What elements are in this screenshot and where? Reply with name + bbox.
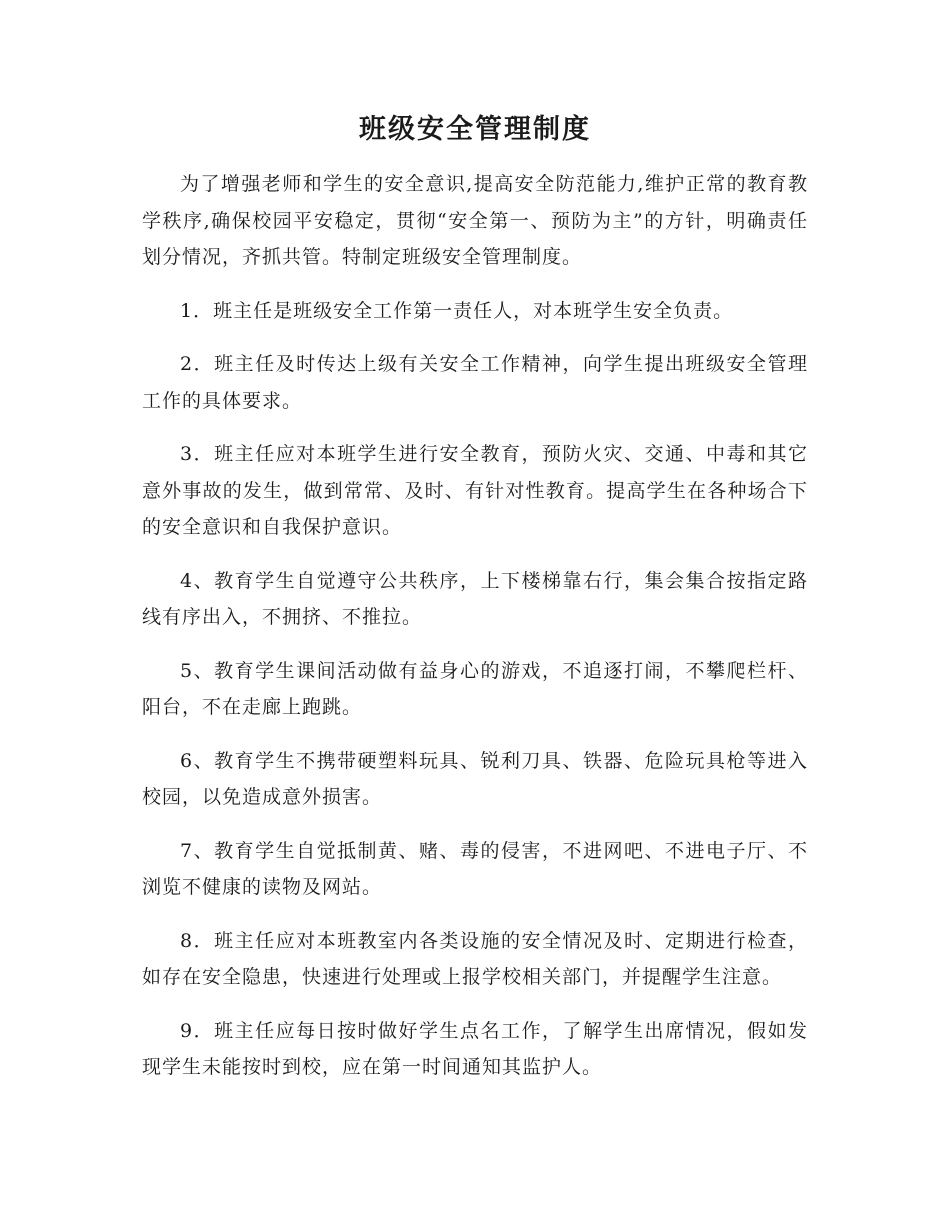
rule-paragraph-2: 2．班主任及时传达上级有关安全工作精神，向学生提出班级安全管理工作的具体要求。 [142,353,808,412]
rule-paragraph-7: 7、教育学生自觉抵制黄、赌、毒的侵害，不进网吧、不进电子厅、不浏览不健康的读物及网站。 [142,839,808,898]
document-body [142,166,808,1103]
document-title: 班级安全管理制度 [359,114,591,145]
rule-paragraph-1: 1．班主任是班级安全工作第一责任人，对本班学生安全负责。 [180,299,734,322]
rule-paragraph-3: 3．班主任应对本班学生进行安全教育，预防火灾、交通、中毒和其它意外事故的发生，做到常常、及时、有针对性教育。提高学生在各种场合下的安全意识和自我保护意识。 [142,443,808,538]
rule-paragraph-6: 6、教育学生不携带硬塑料玩具、锐利刀具、铁器、危险玩具枪等进入校园，以免造成意外损害。 [142,749,808,808]
rule-paragraph-5: 5、教育学生课间活动做有益身心的游戏，不追逐打闹，不攀爬栏杆、阳台，不在走廊上跑跳。 [142,659,808,718]
intro-paragraph: 为了增强老师和学生的安全意识,提高安全防范能力,维护正常的教育教学秩序,确保校园平安稳定，贯彻“安全第一、预防为主”的方针，明确责任划分情况，齐抓共管。特制定班级安全管理制度。 [142,173,808,268]
rule-paragraph-4: 4、教育学生自觉遵守公共秩序，上下楼梯靠右行，集会集合按指定路线有序出入，不拥挤、不推拉。 [142,569,808,628]
rule-paragraph-9: 9．班主任应每日按时做好学生点名工作，了解学生出席情况，假如发现学生未能按时到校，应在第一时间通知其监护人。 [142,1019,808,1078]
rule-paragraph-8: 8．班主任应对本班教室内各类设施的安全情况及时、定期进行检查，如存在安全隐患，快速进行处理或上报学校相关部门，并提醒学生注意。 [142,929,808,988]
